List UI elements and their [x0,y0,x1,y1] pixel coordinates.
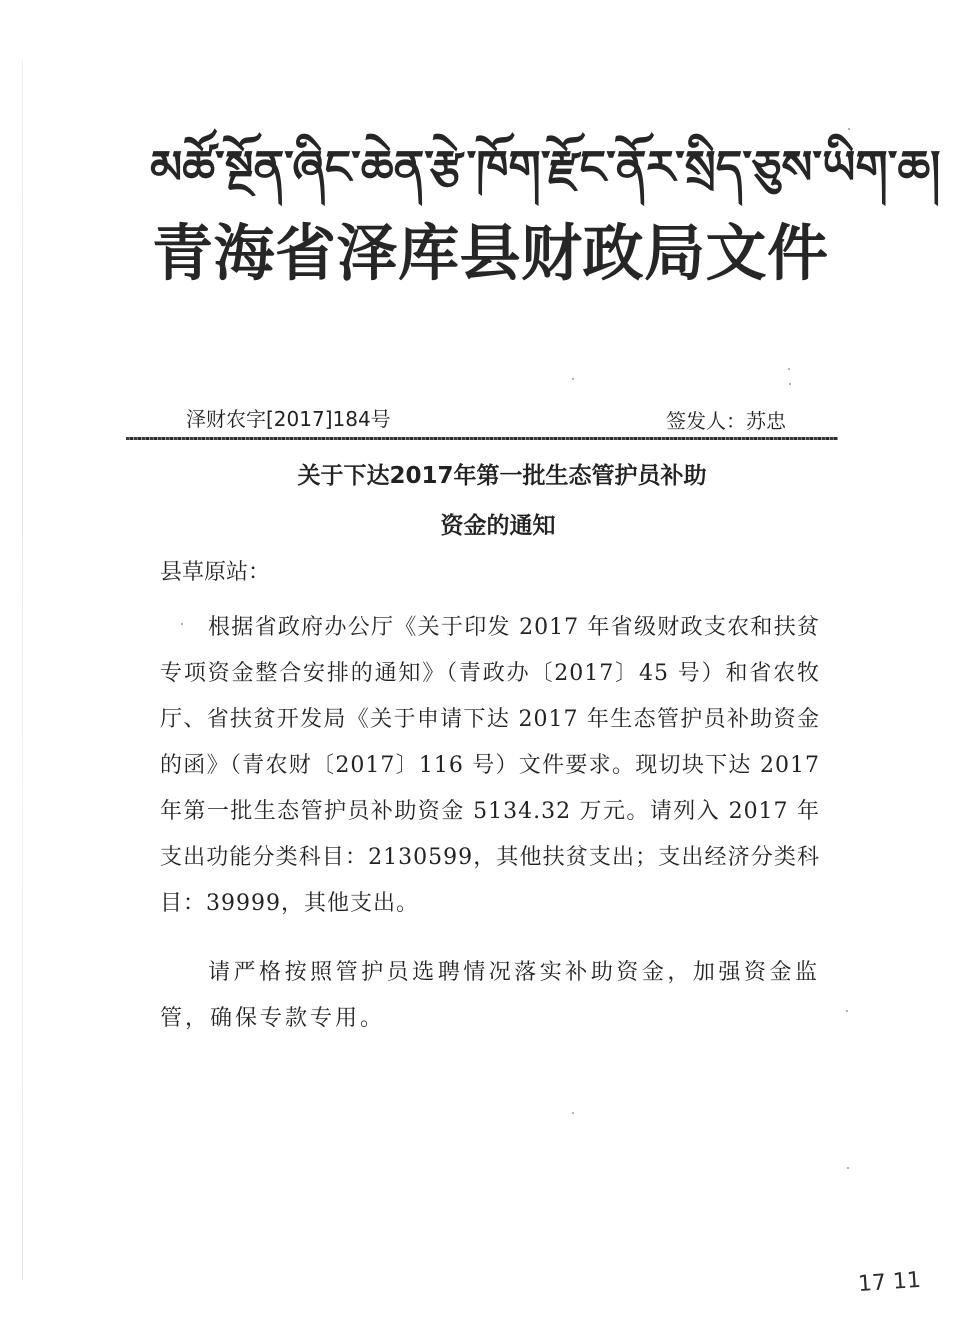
handwritten-page-mark: 17 11 [857,1267,922,1298]
scan-speck [181,623,183,625]
scan-speck [789,383,791,385]
document-number: 泽财农字[2017]184号 [186,407,391,431]
subject-title-line-1: 关于下达2017年第一批生态管护员补助 [297,463,707,489]
scan-speck [847,1167,849,1169]
header-divider [126,437,838,440]
subject-title-line-2: 资金的通知 [440,513,556,539]
body-paragraph-1: 根据省政府办公厅《关于印发 2017 年省级财政支农和扶贫专项资金整合安排的通知》（青政办〔2017〕45 号）和省农牧厅、省扶贫开发局《关于申请下达 2017 年生态管护员补助资金的函》（青农财〔2017〕116 号）文件要求。现切块下达 2017 年第一批生态管护员补助资金 5134.32 万元。请列入 2017 年支出功能分类科目：2130599，其他扶贫支出；支出经济分类科目：39999，其他支出。 [160,615,820,916]
salutation: 县草原站： [160,560,271,585]
document-header-title: 青海省泽库县财政局文件 [152,218,829,289]
scan-edge-shadow [22,60,23,1280]
scan-speck [788,368,790,370]
scan-speck [572,1112,574,1114]
body-paragraph-2: 请严格按照管护员选聘情况落实补助资金，加强资金监管，确保专款专用。 [160,960,820,1031]
issuer-signature: 签发人：苏忠 [666,409,786,433]
tibetan-header-title: མཚོ་སྔོན་ཞིང་ཆེན་རྩེ་ཁོག་རྫོང་ནོར་སྲིད་ཅུས་ཡིག་ཆ། [150,140,941,194]
scan-speck [846,1010,848,1012]
scan-speck [848,128,850,130]
scan-speck [572,378,574,380]
